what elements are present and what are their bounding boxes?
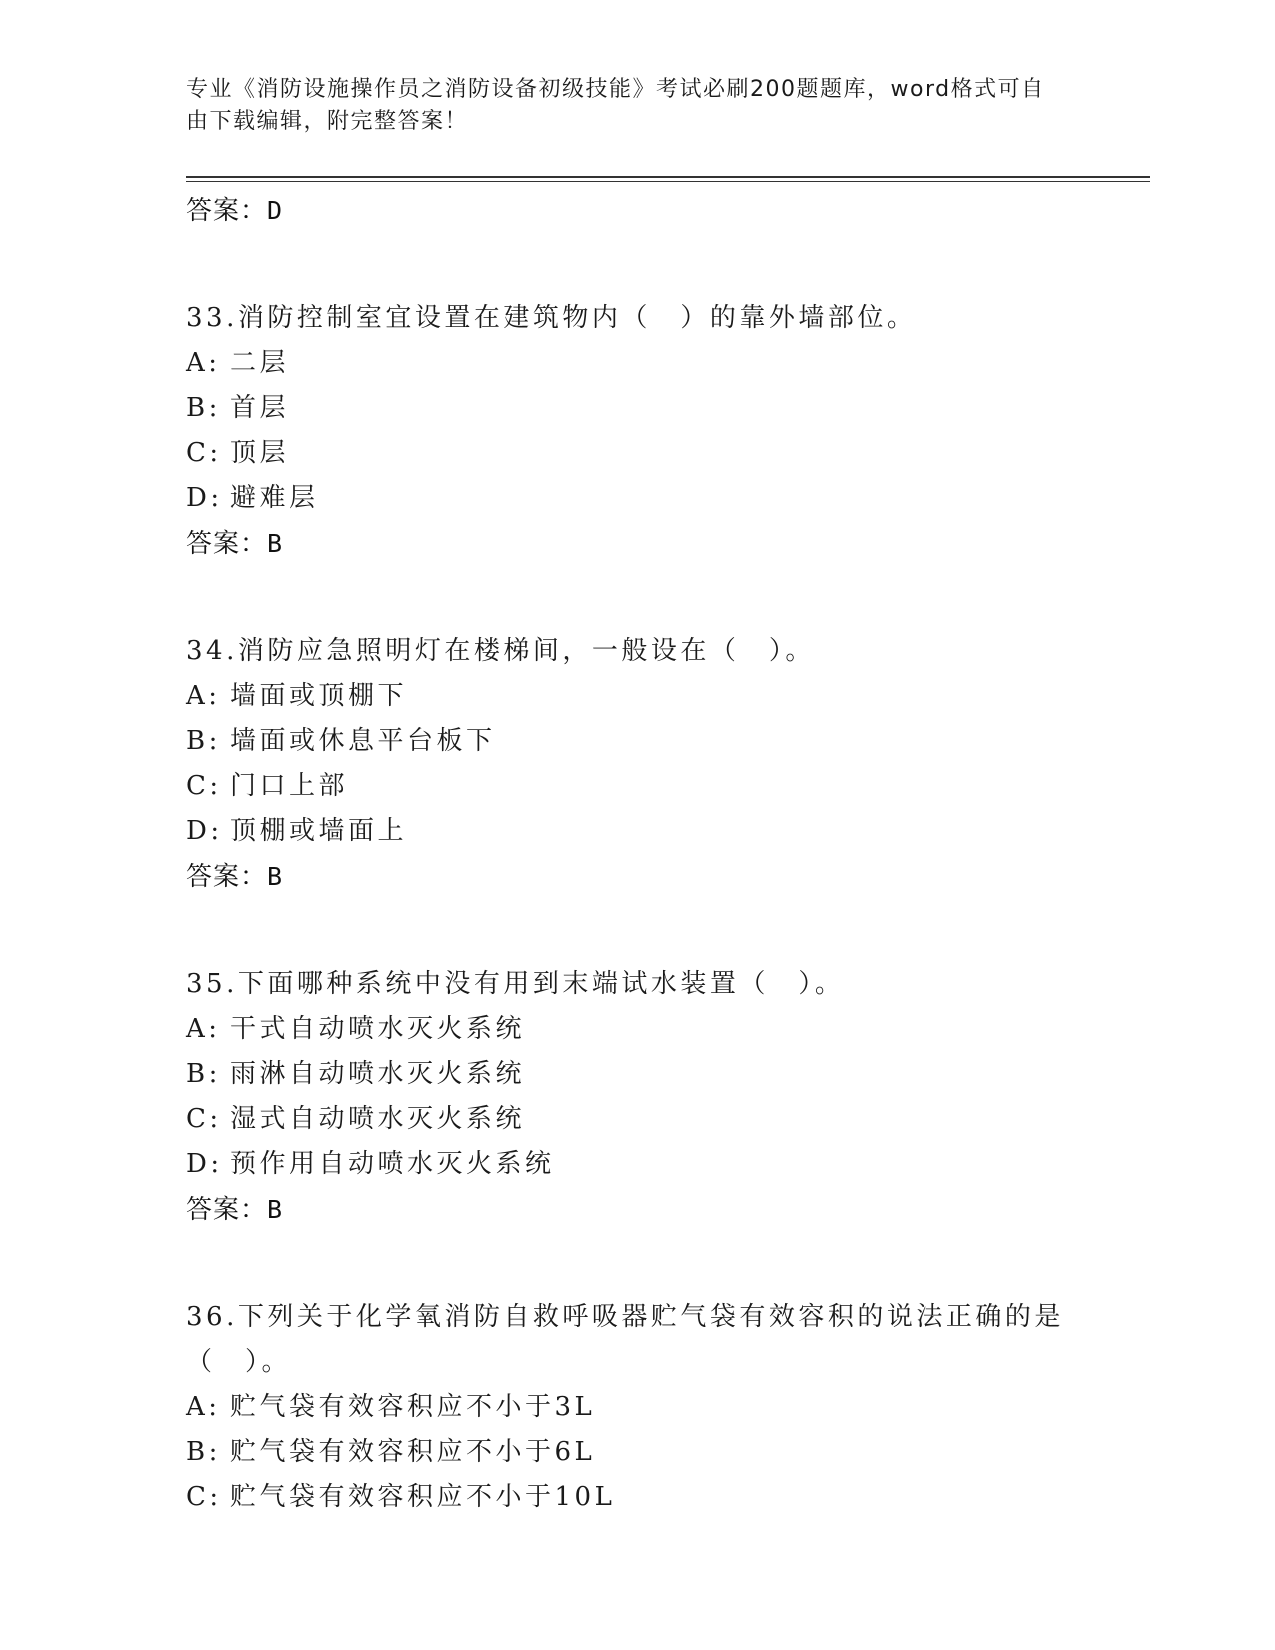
answer-label: 答案：: [186, 196, 268, 226]
answer-value: B: [267, 862, 284, 891]
option-text: 首层: [230, 393, 290, 423]
option-letter: B:: [186, 393, 221, 423]
option-c: [186, 1097, 1086, 1142]
option-letter: C:: [186, 438, 222, 468]
option-letter: D:: [186, 816, 223, 846]
question-item: [186, 296, 1086, 567]
answer-label: 答案：: [186, 529, 268, 559]
option-text: 雨淋自动喷水灭火系统: [230, 1059, 526, 1089]
option-letter: C:: [186, 771, 222, 801]
answer-line: [186, 854, 1086, 900]
option-text: 顶层: [230, 438, 290, 468]
answer-value: B: [267, 1195, 284, 1224]
option-a: [186, 674, 1086, 719]
option-a: [186, 341, 1086, 386]
answer-label: 答案：: [186, 1195, 268, 1225]
option-letter: A:: [186, 1392, 221, 1422]
answer-line: [186, 188, 1086, 234]
option-b: [186, 719, 1086, 764]
option-c: [186, 431, 1086, 476]
option-text: 预作用自动喷水灭火系统: [230, 1149, 555, 1179]
answer-value: D: [267, 196, 284, 225]
option-text: 墙面或休息平台板下: [230, 726, 496, 756]
question-item: [186, 962, 1086, 1233]
question-stem: 33.消防控制室宜设置在建筑物内（ ）的靠外墙部位。: [186, 303, 917, 333]
option-b: [186, 386, 1086, 431]
answer-label: 答案：: [186, 862, 268, 892]
option-d: [186, 476, 1086, 521]
question-stem: 34.消防应急照明灯在楼梯间，一般设在（ ）。: [186, 636, 815, 666]
question-list: [186, 188, 1086, 1520]
option-text: 干式自动喷水灭火系统: [230, 1014, 526, 1044]
option-letter: A:: [186, 348, 221, 378]
option-text: 门口上部: [230, 771, 349, 801]
option-letter: D:: [186, 1149, 223, 1179]
option-text: 贮气袋有效容积应不小于6L: [230, 1437, 596, 1467]
question-stem: 35.下面哪种系统中没有用到末端试水装置（ ）。: [186, 969, 845, 999]
header-rule-thick: [186, 176, 1150, 178]
option-d: [186, 809, 1086, 854]
option-text: 贮气袋有效容积应不小于3L: [230, 1392, 596, 1422]
option-c: [186, 1475, 1086, 1520]
answer-line: [186, 521, 1086, 567]
document-header: 专业《消防设施操作员之消防设备初级技能》考试必刷200题题库，word格式可自由下载编辑，附完整答案！: [186, 77, 1045, 134]
answer-value: B: [267, 529, 284, 558]
option-letter: D:: [186, 483, 223, 513]
question-item: [186, 1295, 1086, 1520]
option-text: 顶棚或墙面上: [230, 816, 408, 846]
option-a: [186, 1007, 1086, 1052]
answer-line: [186, 1187, 1086, 1233]
question-item: [186, 629, 1086, 900]
option-b: [186, 1052, 1086, 1097]
option-c: [186, 764, 1086, 809]
option-letter: A:: [186, 1014, 221, 1044]
option-a: [186, 1385, 1086, 1430]
option-text: 避难层: [230, 483, 319, 513]
option-letter: C:: [186, 1482, 222, 1512]
option-letter: B:: [186, 1059, 221, 1089]
option-letter: B:: [186, 1437, 221, 1467]
option-letter: B:: [186, 726, 221, 756]
header-rule-thin: [186, 181, 1150, 182]
option-letter: C:: [186, 1104, 222, 1134]
option-d: [186, 1142, 1086, 1187]
option-text: 墙面或顶棚下: [230, 681, 408, 711]
option-letter: A:: [186, 681, 221, 711]
option-text: 贮气袋有效容积应不小于10L: [230, 1482, 616, 1512]
question-stem: 36.下列关于化学氧消防自救呼吸器贮气袋有效容积的说法正确的是（ ）。: [186, 1302, 1064, 1377]
option-b: [186, 1430, 1086, 1475]
option-text: 湿式自动喷水灭火系统: [230, 1104, 526, 1134]
option-text: 二层: [230, 348, 290, 378]
